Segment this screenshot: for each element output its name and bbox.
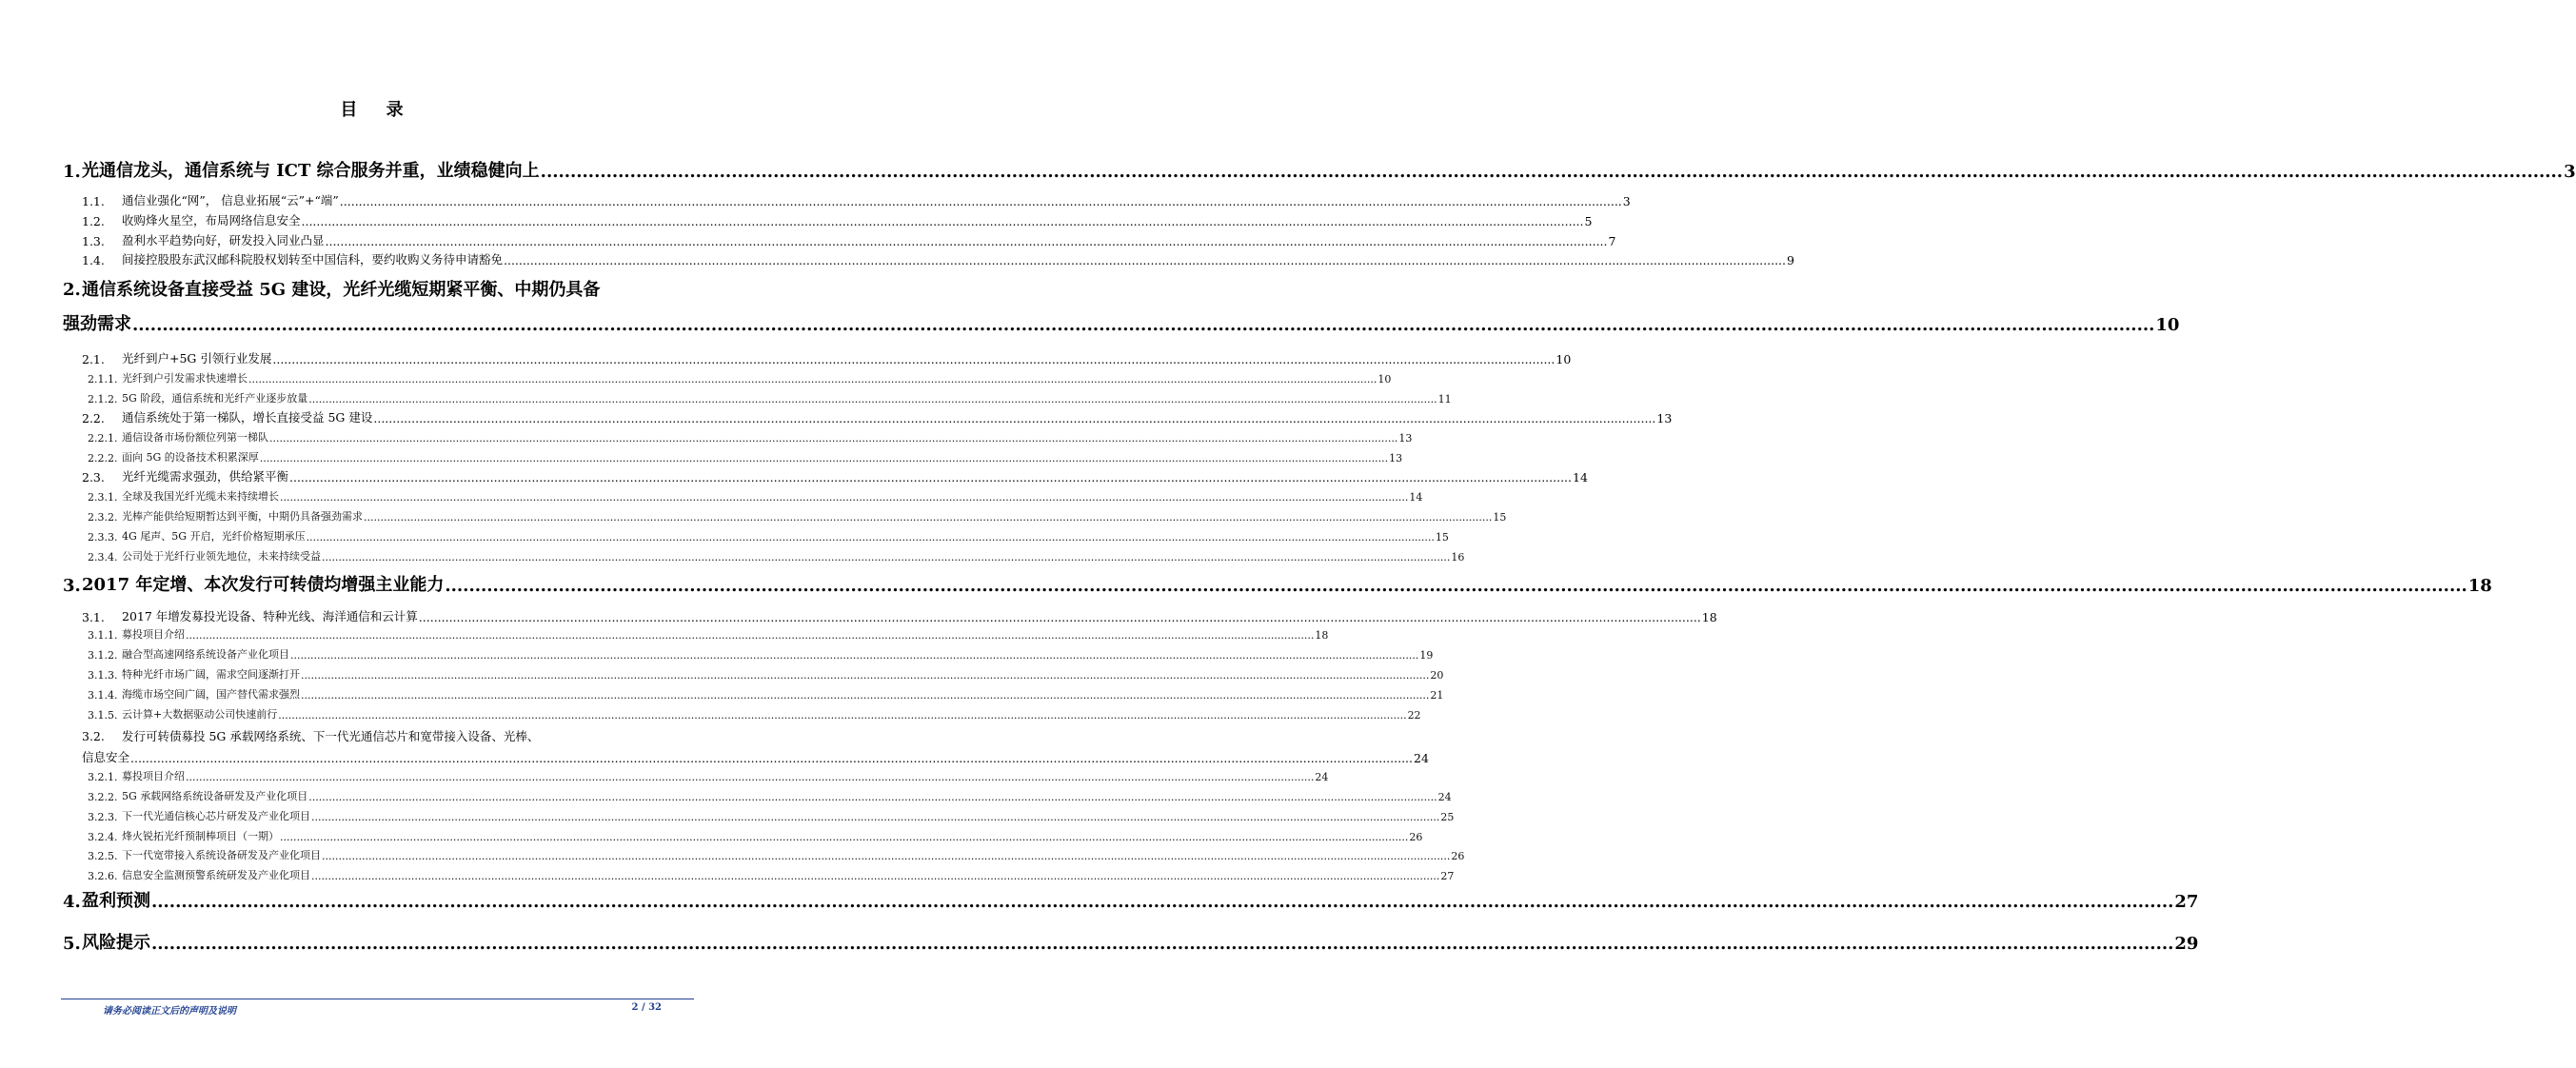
toc-entry-number: 3.2.: [82, 729, 105, 743]
toc-entry-text: 通信业强化“网”， 信息业拓展“云”+“端”: [122, 193, 339, 208]
toc-entry-level3[interactable]: [88, 506, 1507, 524]
toc-leader-dots: [308, 791, 1437, 803]
toc-entry-text: 融合型高速网络系统设备产业化项目: [122, 648, 289, 661]
toc-entry-text: 强劲需求: [63, 314, 131, 334]
toc-entry-number: 3.2.6.: [88, 870, 118, 882]
toc-leader-dots: [302, 214, 1584, 228]
toc-entry-number: 3.1.4.: [88, 689, 118, 702]
toc-page-number: 24: [1414, 751, 1429, 765]
toc-entry-level2[interactable]: [82, 230, 1616, 248]
toc-entry-text: 通信系统处于第一梯队，增长直接受益 5G 建设: [122, 410, 373, 425]
toc-page-number: 5: [1584, 214, 1593, 228]
toc-page-number: 18: [1701, 610, 1717, 624]
toc-entry-level1[interactable]: [63, 887, 2199, 912]
toc-entry-number: 2.3.1.: [88, 491, 118, 504]
toc-page-number: 26: [1451, 850, 1465, 862]
toc-entry-number: 1.2.: [82, 214, 105, 228]
toc-entry-text: 4G 尾声、5G 开启，光纤价格短期承压: [122, 530, 306, 543]
toc-page-number: 18: [1315, 629, 1329, 642]
toc-entry-level2[interactable]: [82, 407, 1673, 425]
toc-entry-text: 全球及我国光纤光缆未来持续增长: [122, 490, 279, 503]
toc-entry-text: 5G 阶段，通信系统和光纤产业逐步放量: [122, 392, 308, 405]
toc-page-number: 27: [2174, 892, 2199, 912]
toc-entry-number: 2.2.2.: [88, 452, 118, 465]
toc-entry-level2[interactable]: [82, 606, 1717, 624]
toc-entry-level2[interactable]: [82, 249, 1794, 267]
toc-entry-level1[interactable]: [63, 157, 2576, 182]
toc-page-number: 14: [1409, 491, 1423, 504]
toc-entry-level3[interactable]: [88, 766, 1329, 783]
toc-entry-level3[interactable]: [88, 368, 1392, 386]
toc-leader-dots: [151, 934, 2173, 954]
toc-leader-dots: [307, 531, 1435, 544]
toc-page-number: 11: [1437, 393, 1452, 405]
toc-entry-text: 下一代宽带接入系统设备研发及产业化项目: [122, 849, 321, 861]
toc-leader-dots: [130, 751, 1413, 765]
toc-page-number: 16: [1451, 551, 1465, 564]
toc-leader-dots: [373, 411, 1655, 425]
toc-entry-number: 2.1.2.: [88, 393, 118, 405]
toc-leader-dots: [322, 551, 1450, 564]
toc-entry-text: 风险提示: [82, 933, 150, 953]
toc-entry-number: 1.1.: [82, 194, 105, 208]
toc-entry-text: 5G 承载网络系统设备研发及产业化项目: [122, 790, 308, 802]
toc-page-number: 22: [1407, 709, 1421, 722]
toc-entry-number: 3.1.2.: [88, 649, 118, 662]
toc-leader-dots: [280, 831, 1408, 843]
toc-entry-number: 3.: [63, 576, 81, 596]
toc-page-number: 19: [1419, 649, 1434, 662]
toc-entry-text: 光纤到户引发需求快速增长: [122, 372, 248, 385]
toc-page-number: 10: [1556, 352, 1572, 366]
toc-entry-level3[interactable]: [88, 486, 1423, 504]
toc-entry-text: 信息安全: [82, 750, 130, 764]
toc-entry-level2[interactable]: [82, 190, 1631, 208]
toc-page-number: 25: [1440, 811, 1455, 823]
toc-entry-number: 3.2.4.: [88, 831, 118, 843]
toc-entry-number: 3.1.5.: [88, 709, 118, 722]
page-title: 目 录: [340, 100, 415, 120]
toc-entry-level3[interactable]: [88, 427, 1413, 445]
toc-entry-text: 光通信龙头，通信系统与 ICT 综合服务并重，业绩稳健向上: [82, 161, 540, 181]
toc-entry-level3[interactable]: [88, 806, 1455, 823]
toc-entry-text: 2017 年增发募投光设备、特种光线、海洋通信和云计算: [122, 609, 418, 623]
toc-page-number: 26: [1409, 831, 1423, 843]
toc-entry-number: 2.2.: [82, 411, 105, 425]
toc-entry-text: 海缆市场空间广阔，国产替代需求强烈: [122, 688, 300, 701]
toc-entry-level2[interactable]: [82, 210, 1593, 228]
toc-entry-text: 信息安全监测预警系统研发及产业化项目: [122, 869, 310, 881]
toc-entry-number: 1.: [63, 162, 81, 182]
toc-leader-dots: [340, 194, 1622, 208]
toc-entry-text-line1: 通信系统设备直接受益 5G 建设，光纤光缆短期紧平衡、中期仍具备: [82, 280, 601, 300]
toc-entry-level3[interactable]: [88, 447, 1403, 465]
toc-page-number: 27: [1440, 870, 1455, 882]
toc-page-number: 18: [2467, 576, 2492, 596]
toc-entry-number: 2.3.: [82, 470, 105, 485]
toc-entry-text: 烽火锐拓光纤预制棒项目（一期）: [122, 830, 279, 842]
toc-page-number: 21: [1430, 689, 1444, 702]
toc-leader-dots: [269, 432, 1397, 445]
toc-entry-text: 盈利预测: [82, 891, 150, 911]
toc-leader-dots: [364, 511, 1492, 524]
toc-entry-level1[interactable]: [63, 310, 2180, 335]
toc-page-number: 13: [1398, 432, 1413, 445]
toc-entry-number: 3.2.5.: [88, 850, 118, 862]
toc-entry-heading-line1[interactable]: [63, 276, 600, 301]
toc-leader-dots: [311, 870, 1439, 882]
toc-entry-level3[interactable]: [88, 826, 1423, 843]
toc-entry-number: 3.1.1.: [88, 629, 118, 642]
toc-page-number: 10: [2155, 315, 2180, 335]
toc-leader-dots: [151, 892, 2173, 912]
toc-leader-dots: [326, 234, 1608, 248]
toc-leader-dots: [504, 253, 1786, 267]
toc-entry-level3[interactable]: [88, 664, 1444, 682]
toc-leader-dots: [541, 162, 2563, 182]
toc-entry-level3[interactable]: [88, 546, 1465, 564]
toc-page-number: 13: [1656, 411, 1673, 425]
toc-page-number: 3: [1622, 194, 1631, 208]
toc-entry-number: 2.2.1.: [88, 432, 118, 445]
toc-leader-dots: [322, 850, 1450, 862]
toc-page-number: 3: [2564, 162, 2576, 182]
toc-page-number: 14: [1573, 470, 1588, 485]
toc-page-number: 29: [2174, 934, 2199, 954]
toc-leader-dots: [280, 491, 1408, 504]
toc-entry-number: 2.3.4.: [88, 551, 118, 564]
toc-entry-number: 4.: [63, 892, 81, 912]
toc-entry-level3[interactable]: [88, 624, 1329, 642]
toc-page-number: 9: [1787, 253, 1794, 267]
toc-leader-dots: [260, 452, 1388, 465]
toc-entry-text: 收购烽火星空，布局网络信息安全: [122, 213, 301, 227]
toc-entry-number: 3.1.: [82, 610, 105, 624]
toc-leader-dots: [419, 610, 1701, 624]
toc-entry-number: 2.: [63, 280, 81, 300]
toc-entry-text: 公司处于光纤行业领先地位，未来持续受益: [122, 550, 321, 563]
toc-leader-dots: [445, 576, 2467, 596]
toc-entry-text-line1: 发行可转债募投 5G 承载网络系统、下一代光通信芯片和宽带接入设备、光棒、: [122, 729, 540, 743]
toc-entry-text: 光纤光缆需求强劲，供给紧平衡: [122, 469, 289, 484]
toc-entry-text: 光棒产能供给短期暂达到平衡，中期仍具备强劲需求: [122, 510, 363, 523]
toc-entry-level2[interactable]: [82, 348, 1572, 366]
toc-leader-dots: [186, 629, 1314, 642]
toc-leader-dots: [301, 689, 1429, 702]
toc-entry-number: 3.2.1.: [88, 771, 118, 783]
toc-entry-number: 2.3.3.: [88, 531, 118, 544]
toc-page-number: 24: [1315, 771, 1329, 783]
toc-page-number: 13: [1389, 452, 1403, 465]
toc-entry-number: 3.2.2.: [88, 791, 118, 803]
toc-page-number: 10: [1377, 373, 1392, 386]
toc-entry-text: 通信设备市场份额位列第一梯队: [122, 431, 268, 444]
toc-entry-level1[interactable]: [63, 929, 2199, 954]
toc-entry-level1[interactable]: [63, 571, 2492, 596]
toc-entry-number: 2.1.: [82, 352, 105, 366]
toc-entry-text: 募投项目介绍: [122, 770, 185, 782]
toc-entry-level2[interactable]: [82, 466, 1588, 485]
toc-entry-number: 1.4.: [82, 253, 105, 267]
footer-disclaimer: 请务必阅读正文后的声明及说明: [103, 1006, 236, 1017]
toc-entry-level3[interactable]: [88, 786, 1452, 803]
toc-leader-dots: [290, 649, 1418, 662]
toc-leader-dots: [186, 771, 1314, 783]
toc-entry-number: 3.2.3.: [88, 811, 118, 823]
toc-entry-level3[interactable]: [88, 865, 1455, 882]
toc-entry-level3[interactable]: [88, 684, 1444, 702]
toc-leader-dots: [132, 315, 2154, 335]
toc-entry-text: 下一代光通信核心芯片研发及产业化项目: [122, 810, 310, 822]
toc-leader-dots: [248, 373, 1377, 386]
toc-leader-dots: [311, 811, 1439, 823]
toc-page-number: 15: [1435, 531, 1449, 544]
toc-entry-level3[interactable]: [88, 644, 1434, 662]
toc-page-number: 7: [1608, 234, 1616, 248]
toc-entry-level3[interactable]: [88, 704, 1421, 722]
toc-entry-number: 1.3.: [82, 234, 105, 248]
toc-leader-dots: [301, 669, 1429, 682]
page-number: 2 / 32: [631, 1002, 662, 1013]
toc-entry-number: 5.: [63, 934, 81, 954]
toc-leader-dots: [289, 470, 1572, 485]
toc-entry-heading-line1[interactable]: [82, 727, 539, 744]
toc-page-number: 24: [1437, 791, 1452, 803]
toc-entry-text: 盈利水平趋势向好，研发投入同业凸显: [122, 233, 325, 247]
toc-entry-number: 3.1.3.: [88, 669, 118, 682]
toc-page-number: 15: [1493, 511, 1507, 524]
toc-entry-text: 面向 5G 的设备技术积累深厚: [122, 451, 259, 464]
toc-entry-text: 特种光纤市场广阔，需求空间逐渐打开: [122, 668, 300, 681]
toc-entry-number: 2.1.1.: [88, 373, 118, 386]
toc-entry-number: 2.3.2.: [88, 511, 118, 524]
toc-entry-text: 间接控股股东武汉邮科院股权划转至中国信科，要约收购义务待申请豁免: [122, 252, 504, 267]
toc-leader-dots: [272, 352, 1555, 366]
toc-entry-text: 云计算+大数据驱动公司快速前行: [122, 708, 278, 721]
toc-entry-text: 光纤到户+5G 引领行业发展: [122, 351, 272, 366]
toc-leader-dots: [308, 393, 1437, 405]
toc-entry-text: 2017 年定增、本次发行可转债均增强主业能力: [82, 575, 445, 595]
toc-entry-text: 募投项目介绍: [122, 628, 185, 641]
toc-entry-level3[interactable]: [88, 845, 1465, 862]
toc-entry-level3[interactable]: [88, 526, 1449, 544]
toc-entry-level3[interactable]: [88, 388, 1452, 405]
toc-entry-level2[interactable]: [82, 747, 1429, 765]
toc-page-number: 20: [1430, 669, 1444, 682]
toc-leader-dots: [278, 709, 1406, 722]
